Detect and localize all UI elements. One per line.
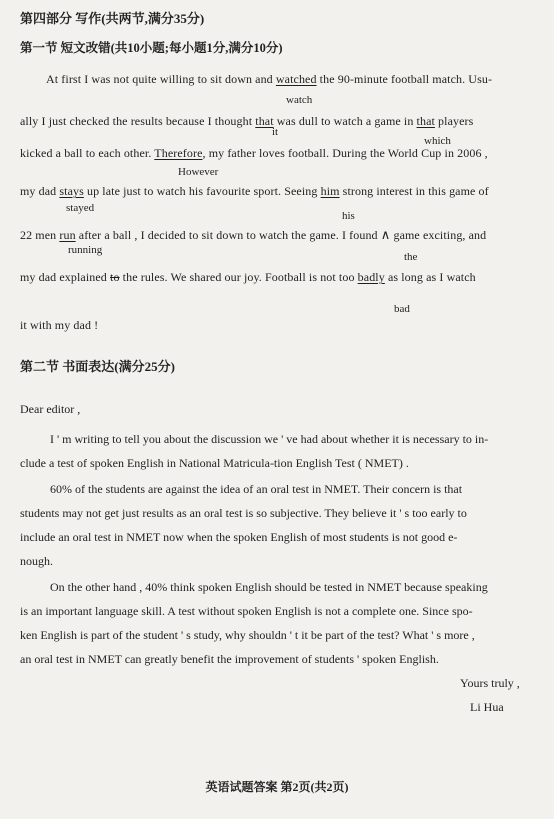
- error-stays: stays: [59, 184, 84, 198]
- error-that-2: that: [416, 114, 435, 128]
- part4-title: 第四部分 写作(共两节,满分35分): [20, 11, 205, 26]
- section2-title: 第二节 书面表达(满分25分): [20, 359, 175, 374]
- passage-line-7: it with my dad !: [20, 318, 99, 332]
- passage-line-2: ally I just checked the results because I thought that was dull to watch a game in that players: [20, 114, 474, 128]
- page-footer: 英语试题答案 第2页(共2页): [205, 780, 349, 794]
- letter-p3-line1: On the other hand , 40% think spoken English should be tested in NMET because speaking: [50, 580, 488, 594]
- passage-line-1: At first I was not quite willing to sit down and watched the 90-minute football match. Usu-: [46, 72, 493, 86]
- correction-it: it: [272, 126, 279, 138]
- letter-p3-line3: ken English is part of the student ' s study, why shouldn ' t it be part of the test? What ' s more ,: [20, 628, 475, 642]
- letter-p2-line1: 60% of the students are against the idea of an oral test in NMET. Their concern is that: [50, 482, 463, 496]
- correction-which: which: [424, 135, 451, 147]
- letter-p3-line2: is an important language skill. A test without spoken English is not a complete one. Since spo-: [20, 604, 473, 618]
- error-therefore: Therefore: [154, 146, 203, 160]
- correction-the: the: [404, 251, 418, 263]
- correction-running: running: [68, 244, 103, 256]
- letter-p2-line3: include an oral test in NMET now when the spoken English of most students is not good e-: [20, 530, 458, 544]
- letter-p3-line4: an oral test in NMET can greatly benefit the improvement of students ' spoken English.: [20, 652, 439, 666]
- letter-closing: Yours truly ,: [460, 676, 520, 690]
- deleted-word-to: to: [110, 270, 120, 284]
- correction-however: However: [178, 166, 219, 178]
- error-that-1: that: [255, 114, 274, 128]
- letter-signature: Li Hua: [470, 700, 504, 714]
- error-him: him: [320, 184, 340, 198]
- passage-line-5: 22 men run after a ball , I decided to sit down to watch the game. I found ∧ game exciting, and: [20, 228, 487, 243]
- letter-p1-line1: I ' m writing to tell you about the discussion we ' ve had about whether it is necessary to in-: [50, 432, 489, 446]
- error-watched: watched: [275, 72, 317, 86]
- insertion-caret: ∧: [380, 228, 391, 243]
- error-run: run: [59, 228, 76, 242]
- error-badly: badly: [357, 270, 385, 284]
- correction-watch: watch: [286, 94, 313, 106]
- correction-his: his: [342, 210, 355, 222]
- letter-p1-line2: clude a test of spoken English in National Matricula-tion English Test ( NMET) .: [20, 456, 409, 470]
- passage-line-6: my dad explained to the rules. We shared our joy. Football is not too badly as long as I watch: [20, 270, 476, 284]
- passage-line-4: my dad stays up late just to watch his favourite sport. Seeing him strong interest in this game of: [20, 184, 489, 198]
- correction-bad: bad: [394, 303, 410, 315]
- passage-line-3: kicked a ball to each other. Therefore, my father loves football. During the World Cup in 2006 ,: [20, 146, 488, 160]
- letter-p2-line4: nough.: [20, 554, 53, 568]
- letter-p2-line2: students may not get just results as an oral test is so subjective. They believe it ' s too early to: [20, 506, 467, 520]
- letter-salutation: Dear editor ,: [20, 402, 81, 416]
- section1-title: 第一节 短文改错(共10小题;每小题1分,满分10分): [20, 41, 283, 55]
- correction-stayed: stayed: [66, 202, 95, 214]
